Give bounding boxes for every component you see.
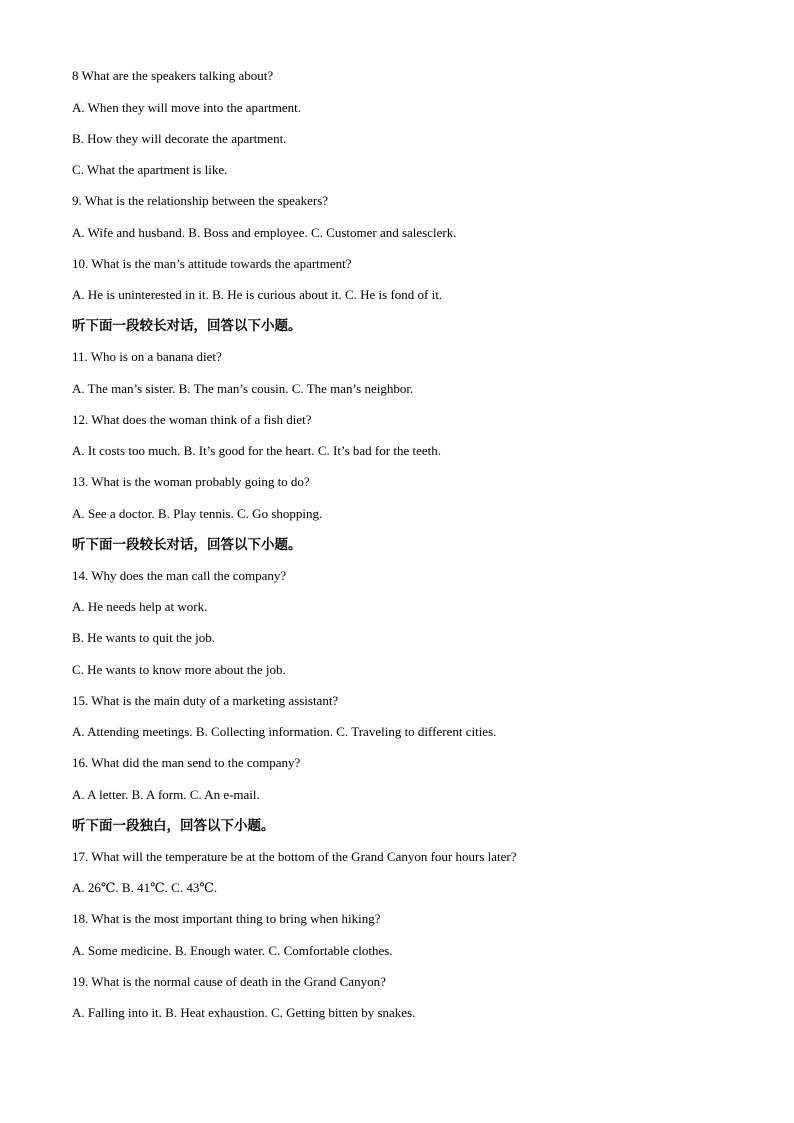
section-heading: 听下面一段较长对话，回答以下小题。: [72, 537, 302, 553]
option-line: A. It costs too much. B. It’s good for the heart. C. It’s bad for the teeth.: [72, 443, 441, 458]
section-heading: 听下面一段较长对话，回答以下小题。: [72, 318, 302, 334]
question-15: 15. What is the main duty of a marketing assistant?: [72, 693, 339, 708]
option-line: A. Some medicine. B. Enough water. C. Comfortable clothes.: [72, 943, 393, 958]
option-line: B. How they will decorate the apartment.: [72, 131, 287, 146]
option-line: A. He is uninterested in it. B. He is curious about it. C. He is fond of it.: [72, 287, 443, 302]
question-14: 14. Why does the man call the company?: [72, 568, 287, 583]
option-line: A. Attending meetings. B. Collecting information. C. Traveling to different cities.: [72, 724, 497, 739]
question-8: 8 What are the speakers talking about?: [72, 68, 274, 83]
question-19: 19. What is the normal cause of death in the Grand Canyon?: [72, 974, 386, 989]
option-line: A. A letter. B. A form. C. An e-mail.: [72, 787, 260, 802]
option-line: A. Wife and husband. B. Boss and employee. C. Customer and salesclerk.: [72, 225, 457, 240]
option-line: A. See a doctor. B. Play tennis. C. Go shopping.: [72, 506, 323, 521]
question-17: 17. What will the temperature be at the bottom of the Grand Canyon four hours later?: [72, 849, 517, 864]
question-13: 13. What is the woman probably going to do?: [72, 474, 310, 489]
option-line: A. 26℃. B. 41℃. C. 43℃.: [72, 880, 218, 895]
question-11: 11. Who is on a banana diet?: [72, 349, 222, 364]
question-9: 9. What is the relationship between the speakers?: [72, 193, 329, 208]
option-line: B. He wants to quit the job.: [72, 630, 215, 645]
question-18: 18. What is the most important thing to bring when hiking?: [72, 911, 381, 926]
option-line: C. What the apartment is like.: [72, 162, 228, 177]
option-line: A. He needs help at work.: [72, 599, 208, 614]
question-12: 12. What does the woman think of a fish diet?: [72, 412, 312, 427]
section-heading: 听下面一段独白，回答以下小题。: [72, 818, 275, 834]
question-16: 16. What did the man send to the company?: [72, 755, 301, 770]
question-10: 10. What is the man’s attitude towards the apartment?: [72, 256, 352, 271]
option-line: C. He wants to know more about the job.: [72, 662, 286, 677]
option-line: A. Falling into it. B. Heat exhaustion. C. Getting bitten by snakes.: [72, 1005, 416, 1020]
option-line: A. When they will move into the apartment.: [72, 100, 302, 115]
option-line: A. The man’s sister. B. The man’s cousin. C. The man’s neighbor.: [72, 381, 414, 396]
